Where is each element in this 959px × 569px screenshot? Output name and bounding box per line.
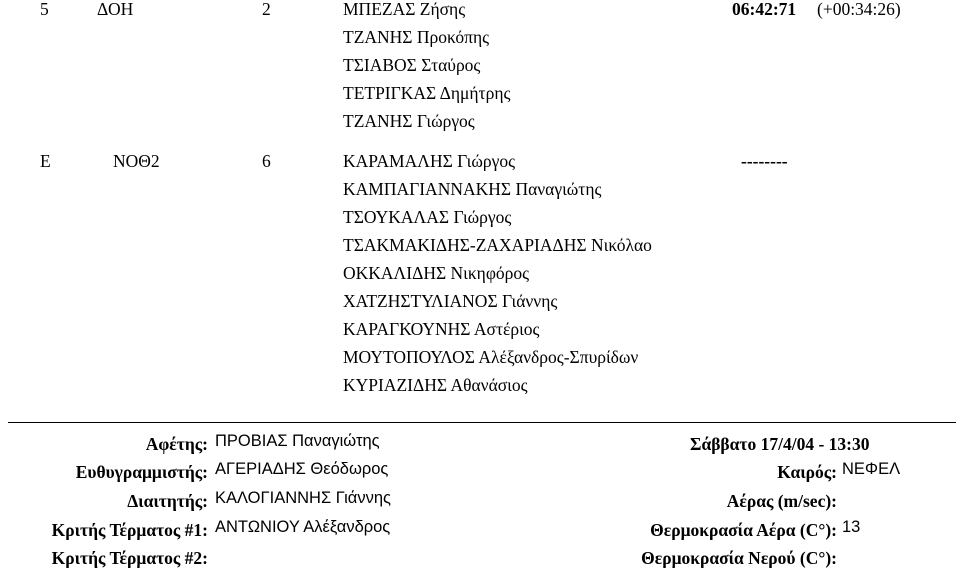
official-value: ΠΡΟΒΙΑΣ Παναγιώτης <box>215 432 380 450</box>
rower-name: ΧΑΤΖΗΣΤΥΛΙΑΝΟΣ Γιάννης <box>343 291 558 311</box>
lane: 6 <box>262 151 271 171</box>
rower-name: ΚΑΡΑΜΑΛΗΣ Γιώργος <box>343 151 516 171</box>
rower-name: ΤΖΑΝΗΣ Γιώργος <box>343 111 475 131</box>
official-label: Κριτής Τέρματος #1: <box>51 520 208 540</box>
rank: Ε <box>40 151 51 171</box>
air-temperature-label: Θερμοκρασία Αέρα (C°): <box>650 520 837 540</box>
race-datetime: Σάββατο 17/4/04 - 13:30 <box>690 434 870 454</box>
club: ΔΟΗ <box>97 0 134 19</box>
official-value: ΑΓΕΡΙΑΔΗΣ Θεόδωρος <box>215 460 389 478</box>
finish-time: 06:42:71 <box>732 0 797 19</box>
rower-name: ΚΑΜΠΑΓΙΑΝΝΑΚΗΣ Παναγιώτης <box>343 179 602 199</box>
rower-name: ΜΠΕΖΑΣ Ζήσης <box>343 0 466 19</box>
rower-name: ΚΥΡΙΑΖΙΔΗΣ Αθανάσιος <box>343 375 528 395</box>
rower-name: ΟΚΚΑΛΙΔΗΣ Νικηφόρος <box>343 263 530 283</box>
rower-name: ΤΖΑΝΗΣ Προκόπης <box>343 27 490 47</box>
official-label: Κριτής Τέρματος #2: <box>51 548 208 568</box>
official-label: Αφέτης: <box>145 434 208 454</box>
wind-label: Αέρας (m/sec): <box>726 491 837 511</box>
rower-name: ΜΟΥΤΟΠΟΥΛΟΣ Αλέξανδρος-Σπυρίδων <box>343 347 639 367</box>
rower-name: ΤΕΤΡΙΓΚΑΣ Δημήτρης <box>343 83 511 103</box>
rower-name: ΤΣΑΚΜΑΚΙΔΗΣ-ΖΑΧΑΡΙΑΔΗΣ Νικόλαο <box>343 235 652 255</box>
lane: 2 <box>262 0 271 19</box>
rower-name: ΤΣΟΥΚΑΛΑΣ Γιώργος <box>343 207 512 227</box>
rower-name: ΚΑΡΑΓΚΟΥΝΗΣ Αστέριος <box>343 319 540 339</box>
official-label: Ευθυγραμμιστής: <box>75 462 208 482</box>
air-temperature-value: 13 <box>842 518 861 536</box>
club: ΝΟΘ2 <box>113 151 160 171</box>
official-label: Διαιτητής: <box>127 491 208 511</box>
official-value: ΑΝΤΩΝΙΟΥ Αλέξανδρος <box>215 518 391 536</box>
weather-value: ΝΕΦΕΛ <box>842 460 901 478</box>
rower-name: ΤΣΙΑΒΟΣ Σταύρος <box>343 55 481 75</box>
divider <box>8 422 956 423</box>
finish-time: -------- <box>741 151 788 171</box>
official-value: ΚΑΛΟΓΙΑΝΝΗΣ Γιάννης <box>215 489 391 507</box>
time-difference: (+00:34:26) <box>817 0 901 19</box>
weather-label: Καιρός: <box>777 462 837 482</box>
rank: 5 <box>40 0 49 19</box>
water-temperature-label: Θερμοκρασία Νερού (C°): <box>641 548 837 568</box>
